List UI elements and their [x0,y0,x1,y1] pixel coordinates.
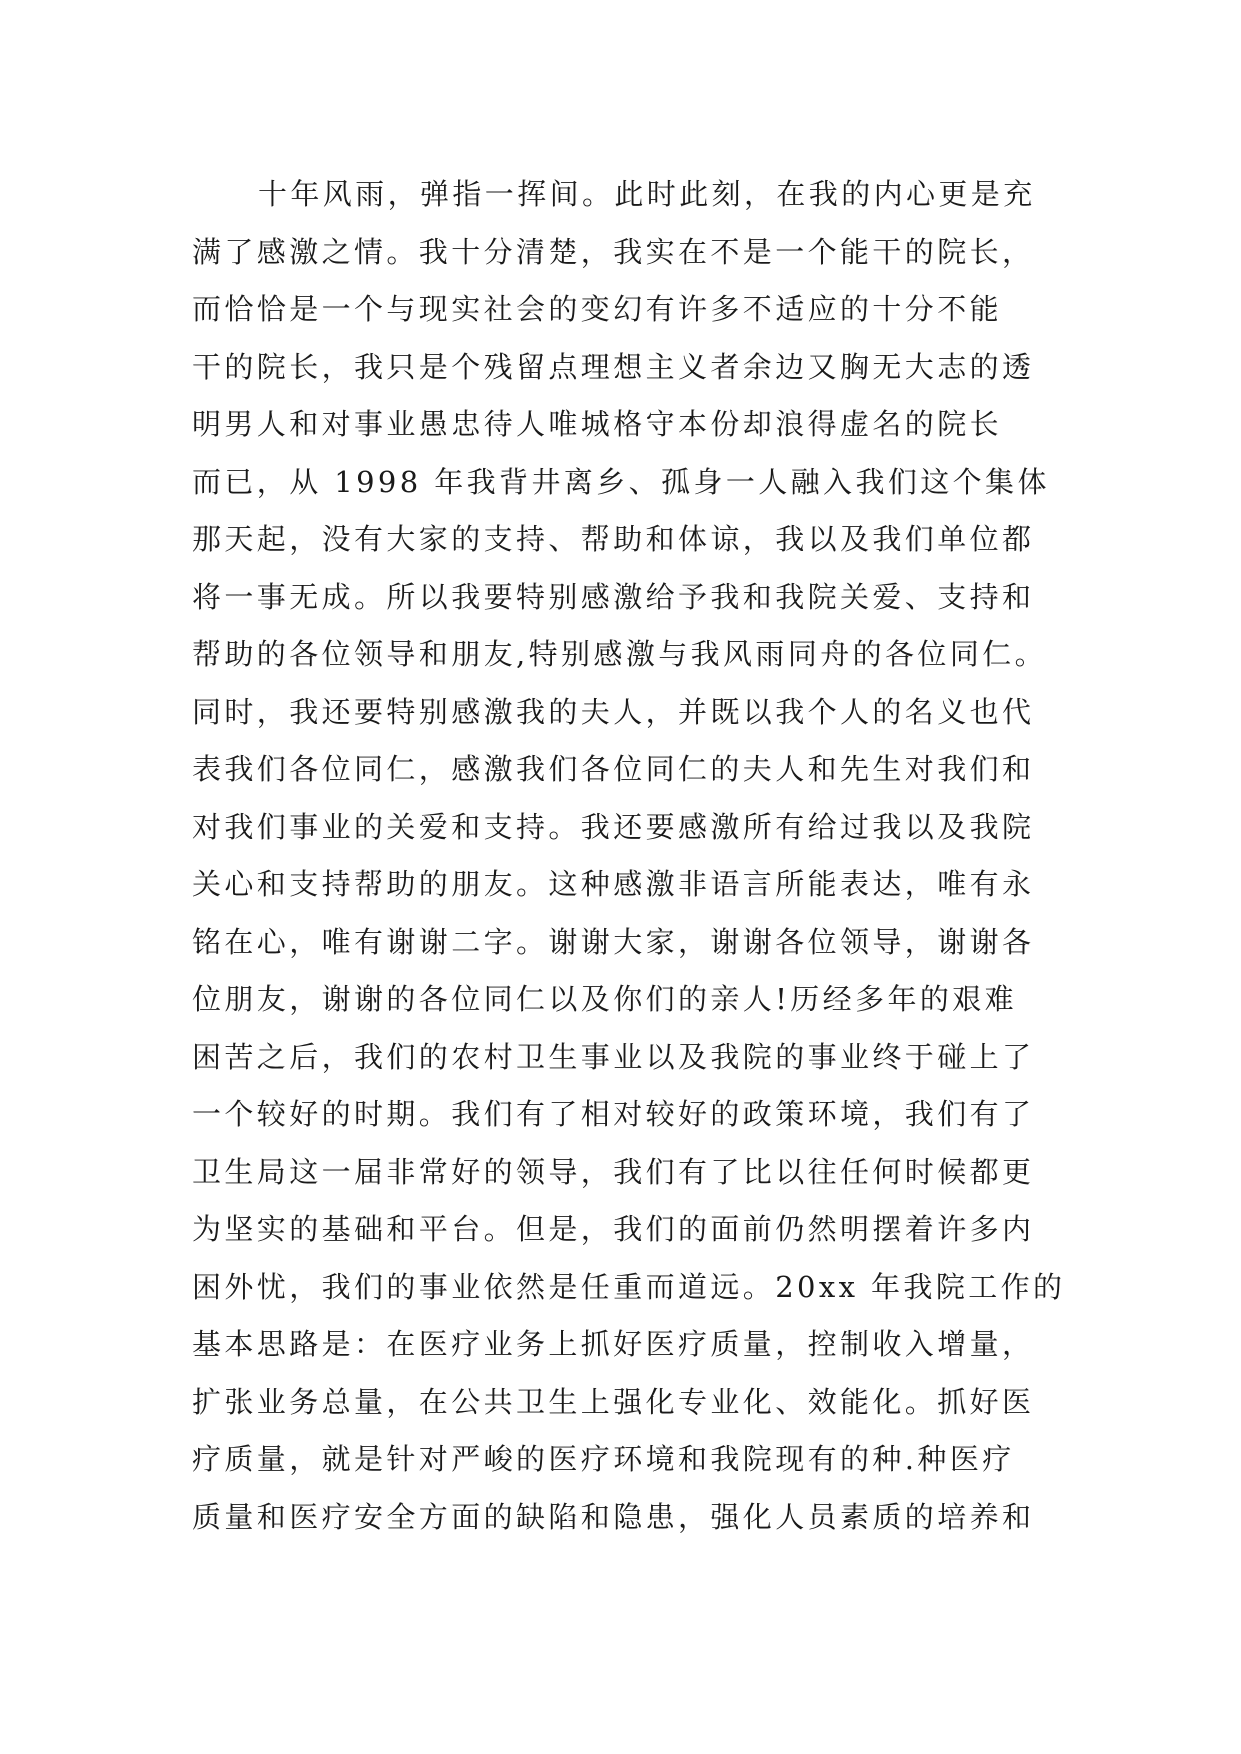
text-line: 一个较好的时期。我们有了相对较好的政策环境，我们有了 [192,1097,1035,1131]
text-line: 而已，从 1998 年我背井离乡、孤身一人融入我们这个集体 [192,464,1050,499]
text-line: 同时，我还要特别感激我的夫人，并既以我个人的名义也代 [192,694,1035,729]
text-line: 为坚实的基础和平台。但是，我们的面前仍然明摆着许多内 [192,1212,1035,1246]
text-line: 扩张业务总量，在公共卫生上强化专业化、效能化。抓好医 [192,1384,1035,1419]
text-line: 困苦之后，我们的农村卫生事业以及我院的事业终于碰上了 [192,1039,1035,1074]
text-line: 而恰恰是一个与现实社会的变幻有许多不适应的十分不能 [192,292,1003,326]
text-line: 疗质量，就是针对严峻的医疗环境和我院现有的种.种医疗 [192,1442,1015,1476]
text-line: 质量和医疗安全方面的缺陷和隐患，强化人员素质的培养和 [192,1499,1035,1534]
text-line: 基本思路是：在医疗业务上抓好医疗质量，控制收入增量， [192,1327,1035,1361]
text-line: 关心和支持帮助的朋友。这种感激非语言所能表达，唯有永 [192,867,1035,901]
text-line: 卫生局这一届非常好的领导，我们有了比以往任何时候都更 [192,1154,1035,1189]
text-line: 明男人和对事业愚忠待人唯城格守本份却浪得虚名的院长 [192,407,1003,441]
text-line: 铭在心，唯有谢谢二字。谢谢大家，谢谢各位领导，谢谢各 [192,924,1035,959]
text-line: 困外忧，我们的事业依然是任重而道远。20xx 年我院工作的 [192,1269,1066,1304]
text-line: 帮助的各位领导和朋友,特别感激与我风雨同舟的各位同仁。 [192,637,1048,671]
text-line: 十年风雨，弹指一挥间。此时此刻，在我的内心更是充 [258,177,1036,211]
text-line: 对我们事业的关爱和支持。我还要感激所有给过我以及我院 [192,809,1035,844]
text-line: 满了感激之情。我十分清楚，我实在不是一个能干的院长， [192,234,1035,269]
text-line: 位朋友，谢谢的各位同仁以及你们的亲人!历经多年的艰难 [192,982,1018,1016]
text-line: 干的院长，我只是个残留点理想主义者余边又胸无大志的透 [192,349,1035,384]
body-paragraph [192,166,1066,1546]
text-line: 那天起，没有大家的支持、帮助和体谅，我以及我们单位都 [192,522,1035,556]
text-line: 表我们各位同仁，感激我们各位同仁的夫人和先生对我们和 [192,752,1035,786]
text-line: 将一事无成。所以我要特别感激给予我和我院关爱、支持和 [192,579,1035,614]
